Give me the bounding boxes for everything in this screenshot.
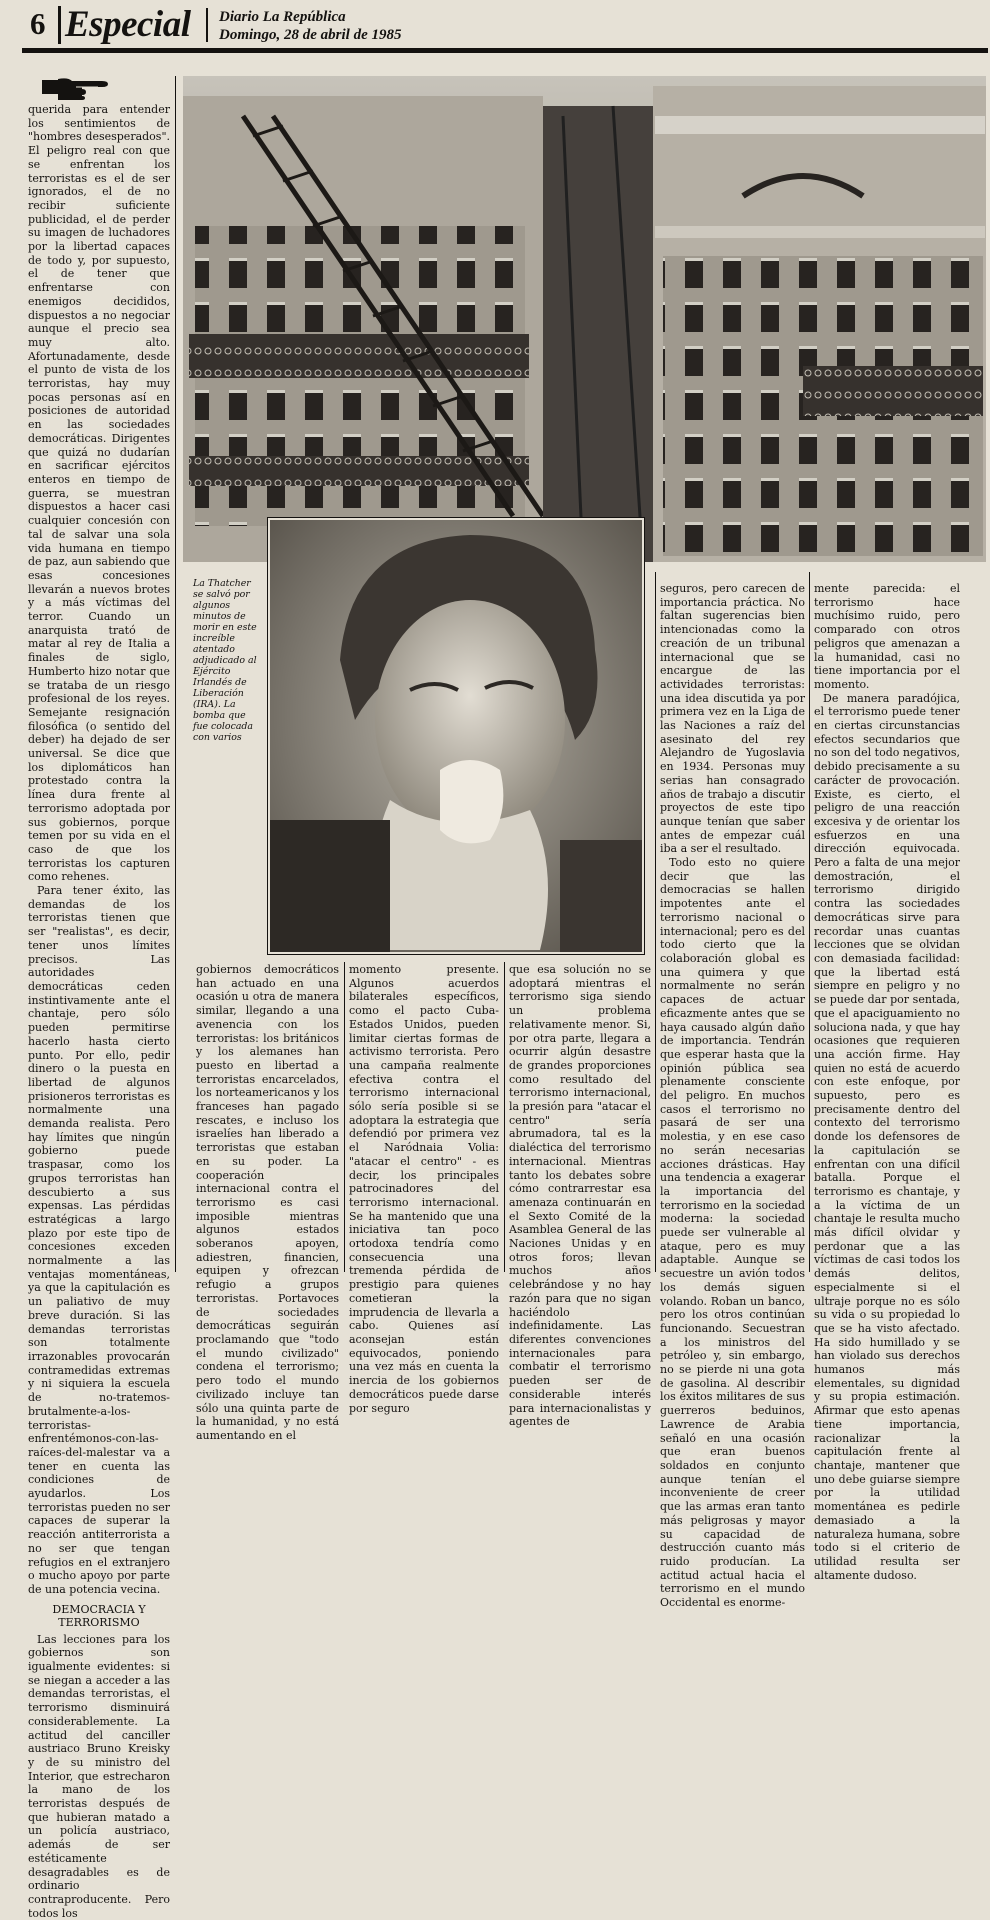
col6-paragraph-2: De manera paradójica, el terrorismo puede tener en ciertas circunstancias efectos secundarios que no son del todo negativos, debido precisamente a su carácter de provocación. Existe, es cierto, el peligro de una reacción excesiva y de orientar los esfuerzos en una dirección equivocada. Pero a falta de una mejor demostración, el terrorismo dirigido contra las sociedades democráticas sirve para recordar unas cuantas lecciones que se olvidan con demasiada facilidad: que la libertad está siempre en peligro y no se puede dar por sentada, que el apaciguamiento no soluciona nada, y que hay ocasiones que requieren una acción firme. Hay quien no está de acuerdo con este enfoque, por supuesto, pero es precisamente dentro del contexto del terrorismo donde los defensores de la capitulación se enfrentan con una difícil batalla. Porque el terrorismo es chantaje, y a la víctima de un chantaje le resulta mucho más difícil olvidar y perdonar que a las víctimas de casi todos los demás delitos, especialmente si el ultraje porque no es sólo su vida o su propiedad lo que se ha visto afectado. Ha sido humillado y se han violado sus derechos humanos más elementales, su dignidad y su propia estimación. Afirmar que esto apenas tiene importancia, racionalizar la capitulación frente al chantaje, mantener que uno debe guiarse siempre por la utilidad momentánea es pedirle demasiado a la naturaleza humana, sobre todo si el criterio de utilidad resulta ser altamente dudoso.	[814, 691, 960, 1582]
article-column-2	[196, 963, 339, 1442]
col2-text: gobiernos democráticos han actuado en una ocasión u otra de manera similar, llegando a una avenencia con los terroristas: los británicos y los alemanes han puesto en libertad a terroristas encarcelados, los norteamericanos y los franceses han pagado rescates, e incluso los israelíes han liberado a terroristas que estaban en su poder. La cooperación internacional contra el terrorismo es casi imposible mientras algunos estados soberanos apoyen, adiestren, financien, equipen y ofrezcan refugio a grupos terroristas. Portavoces de sociedades democráticas seguirán proclamando que "todo el mundo civilizado" condena el terrorismo; pero todo el mundo civilizado incluye tan sólo una quinta parte de la humanidad, y no está aumentando en el	[196, 963, 339, 1442]
article-column-4	[660, 582, 805, 1610]
article-column-6	[814, 582, 960, 1582]
masthead-rule	[22, 48, 988, 53]
publication-date: Domingo, 28 de abril de 1985	[219, 27, 402, 43]
col3-text: momento presente. Algunos acuerdos bilaterales específicos, como el pacto Cuba-Estados Unidos, pueden limitar ciertas formas de activismo terrorista. Pero una campaña realmente efectiva contra el terrorismo internacional sólo sería posible si se adoptara la estrategia que defendió por primera vez el Naródnaia Volia: "atacar el centro" - es decir, los principales patrocinadores del terrorismo internacional. Se ha mantenido que una iniciativa tan poco ortodoxa tendría como consecuencia una tremenda pérdida de prestigio para quienes cometieran la imprudencia de llevarla a cabo. Quienes así aconsejan están equivocados, poniendo una vez más en cuenta la inercia de los gobiernos democráticos puede darse por seguro	[349, 963, 499, 1415]
col6-paragraph-1: mente parecida: el terrorismo hace muchísimo ruido, pero comparado con otros peligros que amenazan a la humanidad, casi no tiene importancia por el momento.	[814, 582, 960, 691]
masthead-divider-2	[206, 8, 208, 42]
column-rule-1	[175, 76, 176, 1272]
col1-paragraph-3: Las lecciones para los gobiernos son igualmente evidentes: si se niegan a acceder a las demandas terroristas, el terrorismo disminuirá considerablemente. La actitud del canciller austriaco Bruno Kreisky y de su ministro del Interior, que estrecharon la mano de los terroristas después de que hubieran matado a un policía austriaco, además de ser estéticamente desagradables es de ordinario contraproducente. Pero todos los	[28, 1632, 170, 1920]
col4b-text: que esa solución no se adoptará mientras el terrorismo siga siendo un problema relativamente menor. Si, por otra parte, llegara a ocurrir algún desastre de grandes proporciones como resultado del terrorismo internacional, la presión para "atacar el centro" sería abrumadora, tal es la dialéctica del terrorismo internacional. Mientras tanto los debates sobre cómo contrarrestar esa amenaza continuarán en el Sexto Comité de la Asamblea General de las Naciones Unidas y en otros foros; llevan muchos años celebrándose y no hay razón para que no sigan haciéndolo indefinidamente. Las diferentes convenciones internacionales para combatir el terrorismo pueden ser de considerable interés para internacionalistas y agentes de	[509, 963, 651, 1429]
newspaper-name: Diario La República	[219, 9, 346, 25]
page-number: 6	[30, 6, 46, 41]
pointing-hand-icon	[40, 76, 110, 98]
article-column-4b	[509, 963, 651, 1429]
col4-paragraph-1: seguros, pero carecen de importancia práctica. No faltan sugerencias bien intencionadas como la creación de un tribunal internacional que se encargue de las actividades terroristas: una idea discutida ya por primera vez en la Liga de las Naciones a raíz del asesinato del rey Alejandro de Yugoslavia en 1934. Personas muy serias han consagrado años de trabajo a discutir proyectos de este tipo aunque tenían que saber antes de empezar cuál iba a ser el resultado.	[660, 582, 805, 856]
thatcher-portrait-photo	[268, 518, 644, 954]
col4-paragraph-2: Todo esto no quiere decir que las democracias se hallen impotentes ante el terrorismo nacional o internacional; pero es del todo cierto que la colaboración global es una quimera y que normalmente no serán capaces de actuar eficazmente antes que se haya causado algún daño de importancia. Tendrán que esperar hasta que la opinión pública sea plenamente consciente del peligro. En muchos casos el terrorismo no pasará de ser una molestia, y en ese caso no serán necesarias acciones drásticas. Hay una tendencia a exagerar la importancia del terrorismo en la sociedad moderna: la sociedad puede ser vulnerable al ataque, pero es muy adaptable. Aunque se secuestre un avión todos los demás siguen volando. Roban un banco, pero los otros continúan funcionando. Secuestran a los ministros del petróleo y, sin embargo, no se pierde ni una gota de gasolina. Al describir los éxitos militares de sus guerreros beduinos, Lawrence de Arabia señaló en una ocasión que eran buenos soldados en conjunto aunque tenían el inconveniente de creer que las armas eran tanto más peligrosas y mayor su capacidad de destrucción cuanto más ruido producían. La actitud actual hacia el terrorismo en el mundo Occidental es enorme-	[660, 856, 805, 1610]
column-rule-5	[809, 572, 810, 1272]
col1-paragraph-2: Para tener éxito, las demandas de los terroristas tienen que ser "realistas", es decir, tener unos límites precisos. Las autoridades democráticas ceden instintivamente ante el chantaje, pero sólo pueden permitirse hacerlo hasta cierto punto. Por ello, pedir dinero o la puesta en libertad de algunos prisioneros terroristas es normalmente una demanda realista. Pero hay límites que ningún gobierno puede traspasar, como los grupos terroristas han descubierto a sus expensas. Las pérdidas estratégicas a largo plazo por este tipo de concesiones exceden normalmente a las ventajas momentáneas, ya que la capitulación es un paliativo de muy breve duración. Si las demandas terroristas son totalmente irrazonables provocarán contramedidas extremas y ni siquiera la escuela de no-tratemos-brutalmente-a-los-terroristas-enfrentémonos-con-las-raíces-del-malestar va a tener en cuenta las condiciones de ayudarlos. Los terroristas pueden no ser capaces de superar la reacción antiterrorista a no ser que tengan refugios en el extranjero o mucho apoyo por parte de una potencia vecina.	[28, 884, 170, 1596]
masthead-divider	[58, 6, 61, 44]
photo-caption: La Thatcher se salvó por algunos minutos de morir en este increíble atentado adjudicado al Ejército Irlandés de Liberación (IRA). La bomba que fue colocada con varios	[193, 578, 257, 743]
column-rule-3	[504, 962, 505, 1272]
article-column-3	[349, 963, 499, 1415]
col1-paragraph-1: querida para entender los sentimientos de "hombres desesperados". El peligro real con que se enfrentan los terroristas es el de ser ignorados, el de no recibir suficiente publicidad, el de perder su imagen de luchadores por la libertad capaces de todo y, por supuesto, el de tener que enfrentarse con enemigos decididos, dispuestos a no negociar aunque el precio sea muy alto. Afortunadamente, desde el punto de vista de los terroristas, hay muy pocas personas así en posiciones de autoridad en las sociedades democráticas. Dirigentes que quizá no dudarían en sacrificar ejércitos enteros en tiempo de guerra, se muestran dispuestos a hacer casi cualquier concesión con tal de salvar una sola vida humana en tiempo de paz, aun sabiendo que esas concesiones llevarán a nuevos brotes y a más víctimas del terror. Cuando un anarquista trató de matar al rey de Italia a finales de siglo, Humberto hizo notar que se trataba de un riesgo profesional de los reyes. Semejante resignación filosófica (o sentido del deber) ha dejado de ser universal. Se dice que los diplomáticos han protestado contra la línea dura frente al terrorismo adoptada por sus gobiernos, porque temen por su vida en el caso de que los terroristas los capturen como rehenes.	[28, 103, 170, 884]
subheading-democracia: DEMOCRACIA Y TERRORISMO	[52, 1602, 146, 1629]
section-title: Especial	[65, 4, 191, 45]
column-rule-2	[344, 962, 345, 1272]
article-column-1	[28, 103, 170, 1920]
column-rule-4	[655, 572, 656, 1272]
building-photo	[183, 76, 986, 562]
